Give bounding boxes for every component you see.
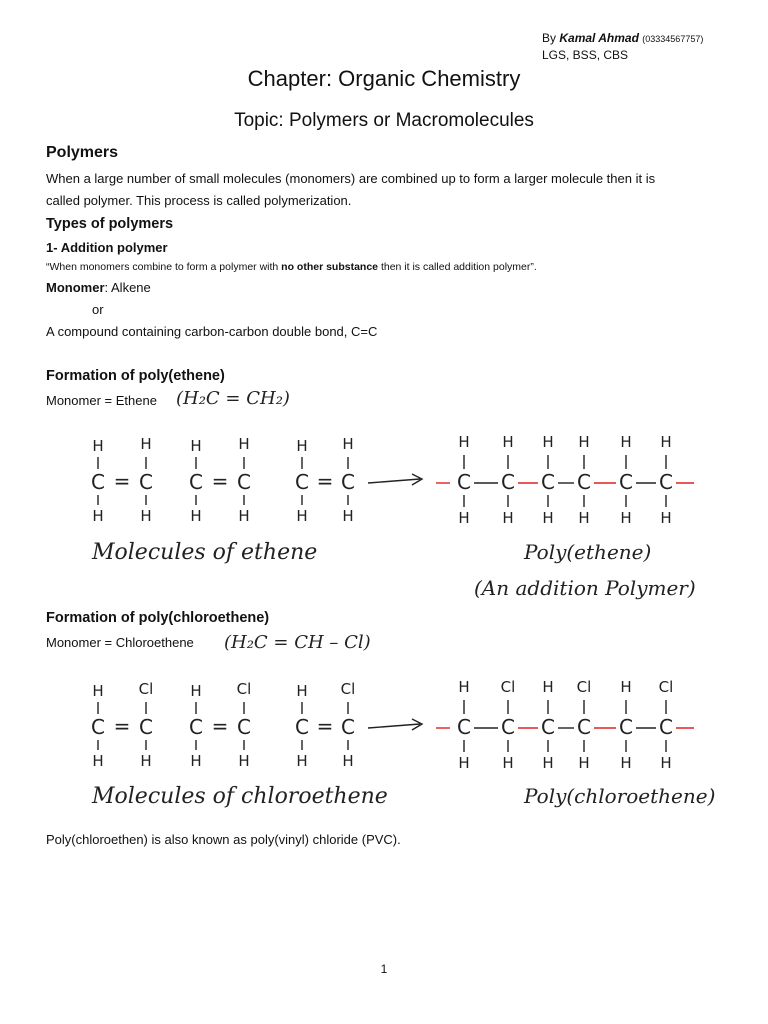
ethene-caption-right-2: (An addition Polymer) (474, 576, 696, 600)
polymer-top-atom: H (502, 433, 514, 451)
monomer-carbon: C (189, 715, 203, 739)
monomer-h-bottom: H (190, 752, 202, 770)
monomer-h-top: H (296, 437, 308, 455)
polymer-h-bottom: H (578, 754, 590, 772)
monomer-h-bottom: H (342, 507, 354, 525)
compound-text: A compound containing carbon-carbon double bond, C=C (46, 324, 378, 339)
addition-heading: 1- Addition polymer (46, 240, 168, 255)
reaction-arrow (368, 724, 420, 728)
monomer-carbon: C (237, 470, 251, 494)
polymer-top-atom: Cl (500, 678, 516, 696)
author-name: Kamal Ahmad (559, 31, 639, 45)
polymer-carbon: C (659, 715, 673, 739)
polymer-carbon: C (541, 470, 555, 494)
monomer-h-top: H (92, 437, 104, 455)
ethene-formula: (H₂C = CH₂) (176, 388, 290, 409)
polymer-top-atom: Cl (576, 678, 592, 696)
polymer-top-atom: H (620, 433, 632, 451)
polymer-h-bottom: H (542, 754, 554, 772)
monomer-h-top: H (296, 682, 308, 700)
polymer-top-atom: H (660, 433, 672, 451)
monomer-carbon: C (295, 470, 309, 494)
monomer-h-top: H (92, 682, 104, 700)
chloroethene-caption-right: Poly(chloroethene) (524, 784, 716, 808)
addition-def-bold: no other substance (281, 261, 379, 273)
double-bond: = (113, 469, 131, 493)
monomer-top-substituent: Cl (340, 680, 356, 698)
polymer-carbon: C (619, 470, 633, 494)
pvc-note: Poly(chloroethen) is also known as poly(vinyl) chloride (PVC). (46, 832, 401, 847)
monomer-value: : Alkene (104, 280, 151, 295)
monomer-carbon: C (91, 715, 105, 739)
polymer-carbon: C (659, 470, 673, 494)
monomer-carbon: C (341, 470, 355, 494)
monomer-h-bottom: H (140, 752, 152, 770)
monomer-h-bottom: H (238, 507, 250, 525)
polymer-h-bottom: H (502, 509, 514, 527)
monomer-top-substituent: Cl (138, 680, 154, 698)
page-title: Chapter: Organic Chemistry (247, 66, 521, 91)
types-heading: Types of polymers (46, 216, 174, 232)
monomer-top-substituent: Cl (236, 680, 252, 698)
monomer-carbon: C (189, 470, 203, 494)
page-number: 1 (380, 962, 388, 976)
chloroethene-heading: Formation of poly(chloroethene) (46, 610, 270, 626)
reaction-arrow (368, 479, 420, 483)
monomer-h-bottom: H (296, 507, 308, 525)
monomer-carbon: C (139, 470, 153, 494)
chloroethene-formula: (H₂C = CH – Cl) (224, 632, 371, 653)
polymer-h-bottom: H (458, 754, 470, 772)
polymer-carbon: C (501, 470, 515, 494)
polymer-h-bottom: H (660, 754, 672, 772)
page-topic: Topic: Polymers or Macromolecules (234, 110, 534, 131)
or-text: or (92, 302, 104, 317)
ethene-monomer-line: Monomer = Ethene (46, 393, 157, 408)
monomer-top-substituent: H (140, 435, 152, 453)
polymers-definition-line1: When a large number of small molecules (monomers) are combined up to form a larger molecule then it is (46, 171, 656, 186)
double-bond: = (316, 469, 334, 493)
double-bond: = (113, 714, 131, 738)
chloroethene-caption-left: Molecules of chloroethene (92, 784, 388, 809)
polymer-carbon: C (541, 715, 555, 739)
ethene-caption-right-1: Poly(ethene) (524, 540, 652, 564)
polymer-h-bottom: H (620, 509, 632, 527)
polymer-h-bottom: H (620, 754, 632, 772)
ethene-caption-left: Molecules of ethene (92, 540, 318, 565)
monomer-top-substituent: H (342, 435, 354, 453)
author-phone: (03334567757) (642, 34, 704, 44)
polymer-carbon: C (577, 715, 591, 739)
polymer-top-atom: H (542, 433, 554, 451)
monomer-h-bottom: H (92, 507, 104, 525)
monomer-h-top: H (190, 437, 202, 455)
polymer-top-atom: H (578, 433, 590, 451)
monomer-top-substituent: H (238, 435, 250, 453)
monomer-h-bottom: H (140, 507, 152, 525)
addition-def-pre: “When monomers combine to form a polymer with (46, 261, 282, 273)
monomer-carbon: C (237, 715, 251, 739)
ethene-heading: Formation of poly(ethene) (46, 368, 225, 384)
author-by: By (542, 31, 557, 45)
monomer-line (46, 277, 726, 299)
author-schools: LGS, BSS, CBS (542, 48, 629, 62)
chloroethene-diagram (0, 670, 768, 780)
polymer-top-atom: H (458, 678, 470, 696)
monomer-h-bottom: H (238, 752, 250, 770)
double-bond: = (211, 714, 229, 738)
monomer-h-top: H (190, 682, 202, 700)
polymer-carbon: C (457, 715, 471, 739)
monomer-carbon: C (341, 715, 355, 739)
polymer-h-bottom: H (578, 509, 590, 527)
author-block (542, 30, 703, 63)
monomer-h-bottom: H (190, 507, 202, 525)
polymer-top-atom: H (542, 678, 554, 696)
polymer-top-atom: H (458, 433, 470, 451)
double-bond: = (211, 469, 229, 493)
monomer-carbon: C (295, 715, 309, 739)
monomer-h-bottom: H (92, 752, 104, 770)
polymer-h-bottom: H (660, 509, 672, 527)
polymer-carbon: C (501, 715, 515, 739)
monomer-carbon: C (91, 470, 105, 494)
addition-def-post: then it is called addition polymer”. (378, 261, 537, 273)
monomer-h-bottom: H (342, 752, 354, 770)
polymer-top-atom: H (620, 678, 632, 696)
polymer-carbon: C (619, 715, 633, 739)
polymer-h-bottom: H (458, 509, 470, 527)
polymers-heading: Polymers (46, 144, 119, 161)
monomer-label: Monomer (46, 280, 105, 295)
polymers-definition-line2: called polymer. This process is called polymerization. (46, 193, 352, 208)
chloroethene-monomer-line: Monomer = Chloroethene (46, 635, 194, 650)
polymers-definition (46, 168, 726, 212)
polymer-top-atom: Cl (658, 678, 674, 696)
addition-definition (46, 261, 537, 273)
monomer-carbon: C (139, 715, 153, 739)
polymer-h-bottom: H (542, 509, 554, 527)
polymer-carbon: C (457, 470, 471, 494)
polymer-carbon: C (577, 470, 591, 494)
ethene-diagram (0, 425, 768, 535)
polymer-h-bottom: H (502, 754, 514, 772)
double-bond: = (316, 714, 334, 738)
monomer-h-bottom: H (296, 752, 308, 770)
